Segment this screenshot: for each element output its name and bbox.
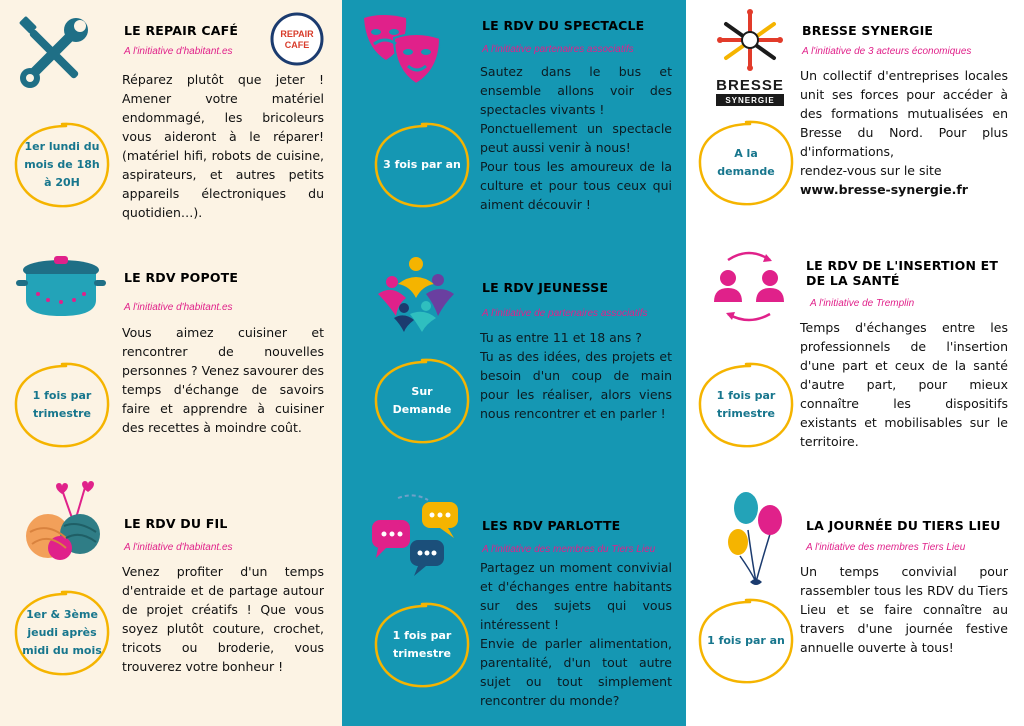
jeunesse-title: LE RDV JEUNESSE	[482, 280, 609, 295]
fil-body: Venez profiter d'un temps d'entraide et de partage autour de projet créatifs ! Que vous soyez plutôt couture, crochet, tricots ou broderie, vous trouverez votre bonheur !	[122, 564, 324, 674]
repair-badge	[12, 120, 112, 210]
wrench-screwdriver-icon	[14, 14, 94, 94]
fil-badge	[12, 588, 112, 678]
journee-badge-text: 1 fois par an	[707, 634, 785, 647]
jeunesse-body	[480, 328, 672, 423]
spectacle-badge	[372, 120, 472, 210]
right-panel	[686, 0, 1024, 726]
bresse-badge	[696, 118, 796, 208]
popote-subtitle: A l'initiative d'habitant.es	[124, 302, 233, 313]
spectacle-body	[480, 62, 672, 214]
spectacle-badge-text: 3 fois par an	[383, 158, 461, 171]
journee-body: Un temps convivial pour rassembler tous les RDV du Tiers Lieu et se faire connaître au travers d'une journée festive annuelle ouverte à tous!	[800, 564, 1008, 655]
insertion-title-line-1: LE RDV DE L'INSERTION ET	[806, 258, 999, 273]
bresse-badge-text: A la demande	[717, 147, 775, 178]
bresse-subtitle: A l'initiative de 3 acteurs économiques	[802, 46, 972, 57]
jeunesse-body-1: Tu as entre 11 et 18 ans ?	[480, 330, 642, 345]
parlotte-subtitle: A l'initiative des membres du Tiers Lieu	[482, 544, 656, 555]
bresse-synergie-logo	[712, 6, 788, 114]
bresse-body-text: Un collectif d'entreprises locales unit ses forces pour accéder à des formations mutualisées en Bresse du Nord. Pour plus d'informations,	[800, 68, 1008, 159]
popote-body: Vous aimez cuisiner et rencontrer de nouvelles personnes ? Venez savourer des temps d'échange de savoirs faire et apprendre à cuisiner des recettes à moindre coût.	[122, 325, 324, 435]
jeunesse-badge	[372, 356, 472, 446]
repair-title: LE REPAIR CAFÉ	[124, 23, 239, 38]
insertion-badge	[696, 360, 796, 450]
bresse-website-link[interactable]: www.bresse-synergie.fr	[800, 182, 968, 197]
left-panel	[0, 0, 342, 726]
bresse-logo-text-1: BRESSE	[716, 77, 784, 94]
fil-subtitle: A l'initiative d'habitant.es	[124, 542, 233, 553]
jeunesse-body-2: Tu as des idées, des projets et besoin d'un coup de main pour les réaliser, alors viens nous rencontrer et en parler !	[480, 349, 672, 421]
spectacle-body-2: Ponctuellement un spectacle peut aussi venir à nous!	[480, 121, 672, 155]
spectacle-subtitle: A l'initiative partenaires associatifs	[482, 44, 634, 55]
spectacle-body-3: Pour tous les amoureux de la culture et pour tous ceux qui aiment découvir !	[480, 159, 672, 212]
balloons-icon	[726, 490, 790, 590]
yarn-balls-icon	[20, 478, 106, 564]
spectacle-body-1: Sautez dans le bus et ensemble allons voir des spectacles vivants !	[480, 64, 672, 117]
insertion-title-line-2: DE LA SANTÉ	[806, 273, 900, 288]
bresse-logo-text-2: SYNERGIE	[725, 96, 775, 105]
repair-subtitle: A l'initiative d'habitant.es	[124, 46, 233, 57]
cooking-pot-icon	[16, 250, 106, 320]
insertion-badge-text: 1 fois par trimestre	[716, 389, 776, 420]
journee-title: LA JOURNÉE DU TIERS LIEU	[806, 518, 1001, 533]
popote-badge	[12, 360, 112, 450]
repair-logo-text-1: REPAIR	[280, 29, 314, 39]
insertion-body: Temps d'échanges entre les professionnels de l'insertion d'une part et ceux de la santé d'autre part, pour mieux connaître les dispositifs existants et mobilisables sur le territoire.	[800, 320, 1008, 449]
parlotte-body-2: Envie de parler alimentation, parentalité, d'un tout autre sujet ou tout simplement rencontrer du monde?	[480, 636, 672, 708]
bresse-body-link-line: rendez-vous sur le site	[800, 163, 942, 178]
repair-body: Réparez plutôt que jeter ! Amener votre matériel endommagé, les bricoleurs vous aideront à le réparer! (matériel hifi, robots de cuisine, aspirateurs, et autres petits appareils électroniques du quotidien…).	[122, 72, 324, 220]
jeunesse-badge-text: Sur Demande	[392, 385, 452, 416]
journee-subtitle: A l'initiative des membres Tiers Lieu	[806, 542, 966, 553]
parlotte-body	[480, 558, 672, 710]
parlotte-title: LES RDV PARLOTTE	[482, 518, 621, 533]
parlotte-badge	[372, 600, 472, 690]
spectacle-title: LE RDV DU SPECTACLE	[482, 18, 645, 33]
theater-masks-icon	[360, 12, 444, 92]
bresse-title: BRESSE SYNERGIE	[802, 23, 934, 38]
youth-figures-icon	[376, 254, 456, 334]
chat-bubbles-icon	[368, 492, 464, 582]
parlotte-body-1: Partagez un moment convivial et d'échanges entre habitants sur des sujets qui vous intéressent !	[480, 560, 672, 632]
jeunesse-subtitle: A l'initiative de partenaires associatifs	[482, 308, 648, 319]
popote-badge-text: 1 fois par trimestre	[32, 389, 92, 420]
repair-cafe-logo	[270, 12, 324, 66]
exchange-people-icon	[708, 246, 790, 326]
insertion-subtitle: A l'initiative de Tremplin	[810, 298, 915, 309]
insertion-title	[806, 258, 998, 288]
middle-panel	[342, 0, 686, 726]
parlotte-badge-text: 1 fois par trimestre	[392, 629, 452, 660]
fil-title: LE RDV DU FIL	[124, 516, 228, 531]
repair-logo-text-2: CAFE	[284, 40, 310, 50]
bresse-body	[800, 66, 1008, 199]
popote-title: LE RDV POPOTE	[124, 270, 239, 285]
journee-badge	[696, 596, 796, 686]
fil-badge-text: 1er & 3ème jeudi après midi du mois	[22, 608, 102, 657]
repair-badge-text: 1er lundi du mois de 18h à 20H	[24, 140, 100, 189]
